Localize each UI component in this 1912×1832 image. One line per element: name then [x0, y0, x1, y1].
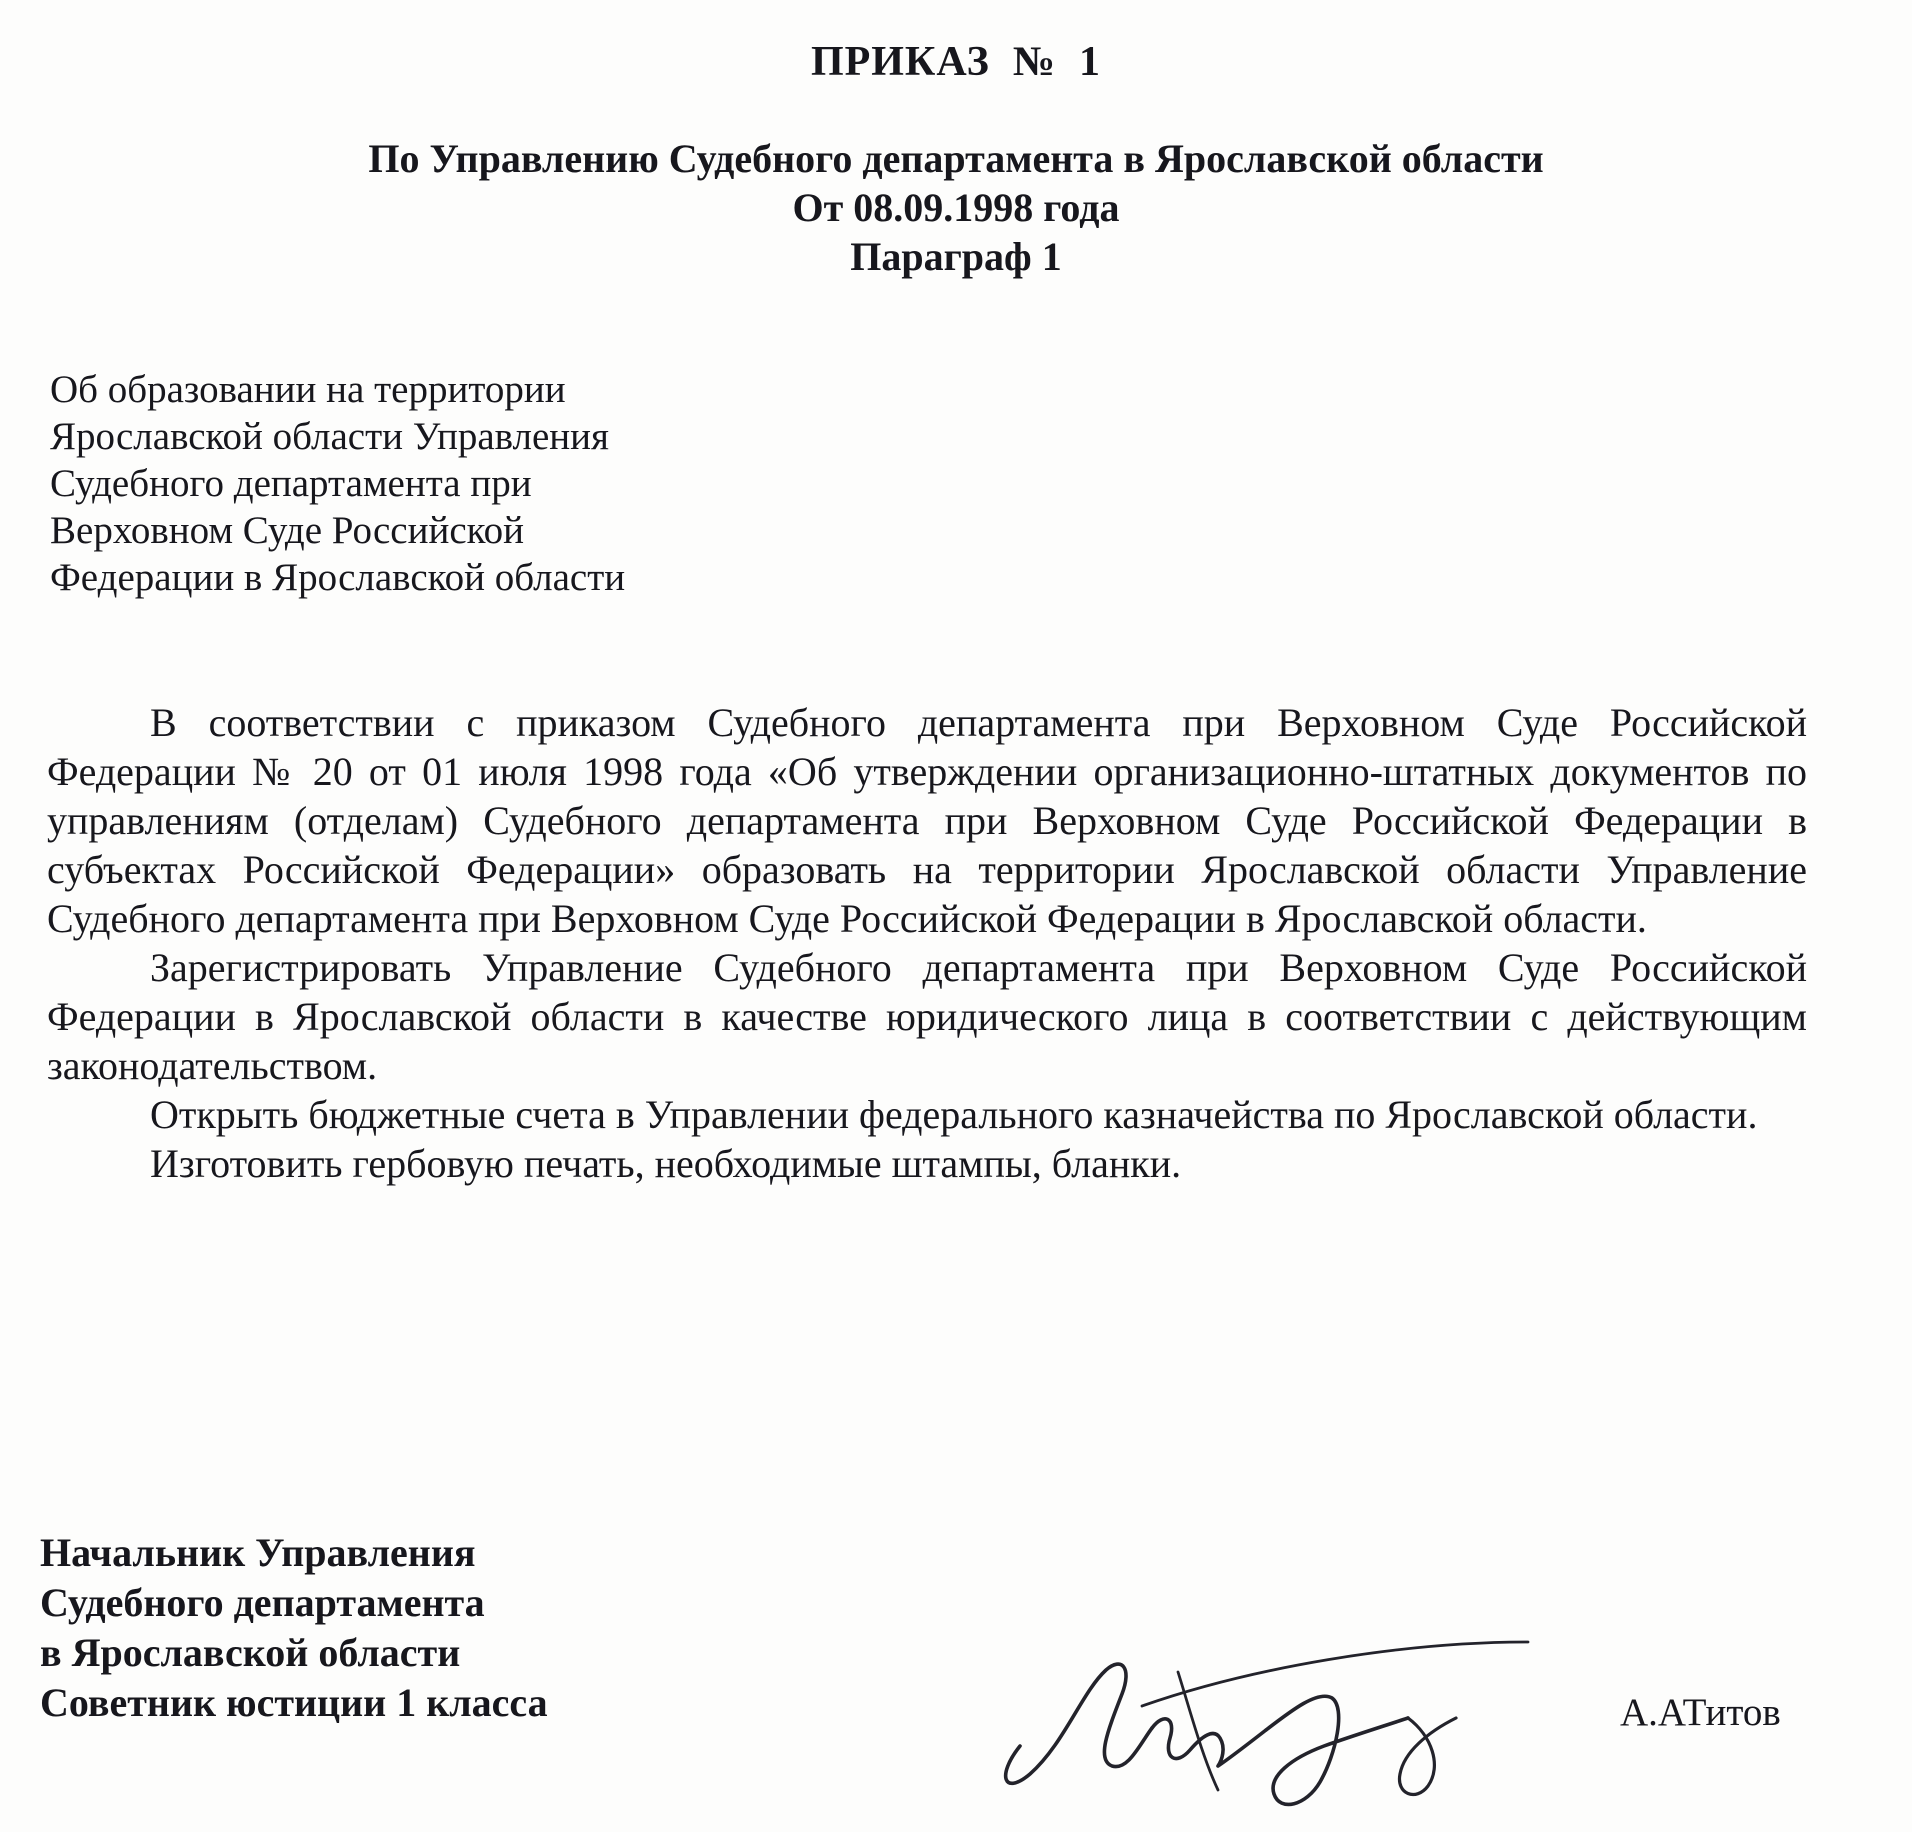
body-paragraph-seal: Изготовить гербовую печать, необходимые штампы, бланки. — [150, 1141, 1182, 1186]
subtitle-line-department: По Управлению Судебного департамента в Ярославской области — [368, 136, 1544, 181]
subtitle-line-paragraph: Параграф 1 — [850, 234, 1062, 279]
handwritten-signature — [980, 1606, 1540, 1811]
order-body — [47, 698, 1807, 1188]
body-paragraph-register: Зарегистрировать Управление Судебного департамента при Верховном Суде Российской Федерации в Ярославской области в качестве юридического лица в соответствии с действующим законодательством. — [47, 945, 1807, 1088]
subject-line: Судебного департамента при — [50, 462, 532, 505]
subject-line: Верховном Суде Российской — [50, 509, 524, 552]
body-paragraph-establish: В соответствии с приказом Судебного департамента при Верховном Суде Российской Федерации № 20 от 01 июля 1998 года «Об утверждении организационно-штатных документов по управлениям (отделам) Судебного департамента при Верховном Суде Российской Федерации в субъектах Российской Федерации» образовать на территории Ярославской области Управление Судебного департамента при Верховном Суде Российской Федерации в Ярославской области. — [47, 700, 1807, 941]
order-subject — [50, 366, 625, 601]
subject-line: Ярославской области Управления — [50, 415, 609, 458]
signature-scrawl-icon — [980, 1606, 1540, 1811]
signer-position-block — [40, 1528, 548, 1728]
document-title: ПРИКАЗ № 1 — [810, 39, 1102, 85]
signer-position-line: Начальник Управления — [40, 1530, 476, 1575]
subject-line: Федерации в Ярославской области — [50, 556, 626, 599]
body-paragraph-accounts: Открыть бюджетные счета в Управлении федерального казначейства по Ярославской области. — [150, 1092, 1758, 1137]
document-subtitle — [0, 134, 1912, 281]
signer-position-line: в Ярославской области — [40, 1630, 461, 1675]
subtitle-line-date: От 08.09.1998 года — [792, 185, 1120, 230]
subject-line: Об образовании на территории — [50, 368, 566, 411]
signer-name: А.АТитов — [1620, 1691, 1781, 1734]
signer-position-line: Судебного департамента — [40, 1580, 485, 1625]
signer-position-line: Советник юстиции 1 класса — [40, 1680, 548, 1725]
